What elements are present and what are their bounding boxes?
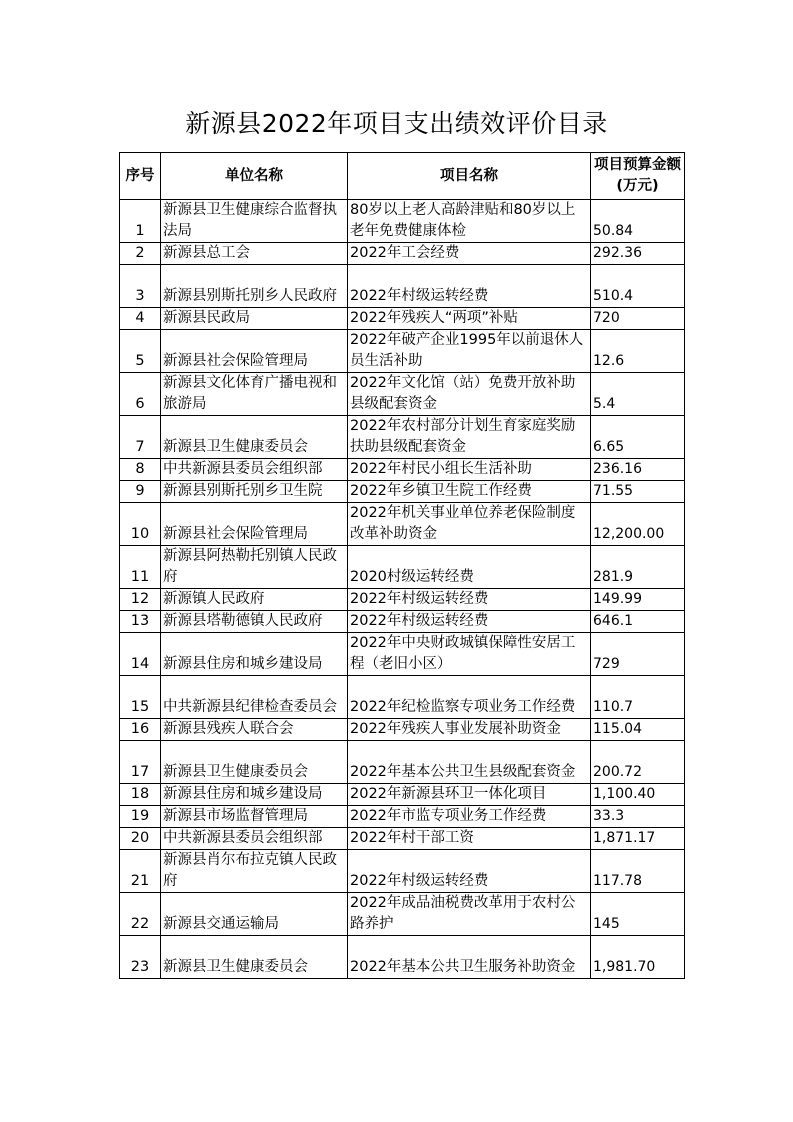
table-row xyxy=(120,719,685,741)
table-row xyxy=(120,373,685,416)
cell-project: 2022年成品油税费改革用于农村公路养护 xyxy=(348,893,591,936)
cell-amount: 646.1 xyxy=(591,611,685,633)
cell-unit: 新源县残疾人联合会 xyxy=(161,719,348,741)
cell-amount: 236.16 xyxy=(591,459,685,481)
cell-project: 2022年村级运转经费 xyxy=(348,850,591,893)
cell-seq: 5 xyxy=(120,330,161,373)
cell-project: 2022年村级运转经费 xyxy=(348,611,591,633)
cell-unit: 新源县阿热勒托别镇人民政府 xyxy=(161,546,348,589)
cell-seq: 7 xyxy=(120,416,161,459)
cell-unit: 新源县卫生健康综合监督执法局 xyxy=(161,200,348,243)
cell-project: 2022年破产企业1995年以前退休人员生活补助 xyxy=(348,330,591,373)
cell-amount: 149.99 xyxy=(591,589,685,611)
cell-unit: 新源县卫生健康委员会 xyxy=(161,936,348,979)
header-amount: 项目预算金额(万元) xyxy=(591,153,685,200)
table-row xyxy=(120,893,685,936)
cell-seq: 6 xyxy=(120,373,161,416)
header-project: 项目名称 xyxy=(348,153,591,200)
cell-seq: 20 xyxy=(120,828,161,850)
cell-amount: 33.3 xyxy=(591,806,685,828)
table-header-row xyxy=(120,153,685,200)
table-row xyxy=(120,481,685,503)
page-title: 新源县2022年项目支出绩效评价目录 xyxy=(185,109,608,138)
table-row xyxy=(120,459,685,481)
cell-amount: 110.7 xyxy=(591,676,685,719)
cell-seq: 22 xyxy=(120,893,161,936)
cell-project: 2022年纪检监察专项业务工作经费 xyxy=(348,676,591,719)
cell-seq: 13 xyxy=(120,611,161,633)
table-row xyxy=(120,546,685,589)
cell-seq: 12 xyxy=(120,589,161,611)
cell-project: 2022年村级运转经费 xyxy=(348,589,591,611)
cell-unit: 中共新源县委员会组织部 xyxy=(161,828,348,850)
cell-unit: 新源县民政局 xyxy=(161,308,348,330)
cell-unit: 新源县住房和城乡建设局 xyxy=(161,784,348,806)
cell-project: 2022年文化馆（站）免费开放补助县级配套资金 xyxy=(348,373,591,416)
cell-amount: 12.6 xyxy=(591,330,685,373)
table-row xyxy=(120,416,685,459)
cell-amount: 200.72 xyxy=(591,741,685,784)
cell-project: 2022年村民小组长生活补助 xyxy=(348,459,591,481)
table-row xyxy=(120,200,685,243)
cell-amount: 12,200.00 xyxy=(591,503,685,546)
cell-project: 2022年基本公共卫生服务补助资金 xyxy=(348,936,591,979)
cell-unit: 新源县卫生健康委员会 xyxy=(161,741,348,784)
cell-seq: 4 xyxy=(120,308,161,330)
cell-amount: 292.36 xyxy=(591,243,685,265)
cell-project: 2022年村干部工资 xyxy=(348,828,591,850)
cell-project: 2022年农村部分计划生育家庭奖励扶助县级配套资金 xyxy=(348,416,591,459)
cell-seq: 19 xyxy=(120,806,161,828)
cell-seq: 9 xyxy=(120,481,161,503)
cell-unit: 新源县卫生健康委员会 xyxy=(161,416,348,459)
cell-seq: 16 xyxy=(120,719,161,741)
cell-unit: 新源县市场监督管理局 xyxy=(161,806,348,828)
table-row xyxy=(120,330,685,373)
cell-unit: 中共新源县纪律检查委员会 xyxy=(161,676,348,719)
cell-project: 2022年机关事业单位养老保险制度改革补助资金 xyxy=(348,503,591,546)
table-row xyxy=(120,308,685,330)
cell-project: 2022年工会经费 xyxy=(348,243,591,265)
cell-project: 2022年乡镇卫生院工作经费 xyxy=(348,481,591,503)
cell-seq: 21 xyxy=(120,850,161,893)
cell-amount: 5.4 xyxy=(591,373,685,416)
cell-amount: 1,981.70 xyxy=(591,936,685,979)
cell-project: 2022年基本公共卫生县级配套资金 xyxy=(348,741,591,784)
cell-seq: 17 xyxy=(120,741,161,784)
cell-amount: 50.84 xyxy=(591,200,685,243)
cell-project: 2022年残疾人事业发展补助资金 xyxy=(348,719,591,741)
header-unit: 单位名称 xyxy=(161,153,348,200)
cell-unit: 新源县总工会 xyxy=(161,243,348,265)
cell-seq: 23 xyxy=(120,936,161,979)
cell-amount: 71.55 xyxy=(591,481,685,503)
cell-unit: 中共新源县委员会组织部 xyxy=(161,459,348,481)
cell-amount: 117.78 xyxy=(591,850,685,893)
table-row xyxy=(120,243,685,265)
cell-amount: 1,100.40 xyxy=(591,784,685,806)
cell-seq: 8 xyxy=(120,459,161,481)
table-row xyxy=(120,741,685,784)
cell-seq: 11 xyxy=(120,546,161,589)
cell-amount: 145 xyxy=(591,893,685,936)
cell-amount: 115.04 xyxy=(591,719,685,741)
table-row xyxy=(120,828,685,850)
cell-amount: 1,871.17 xyxy=(591,828,685,850)
cell-amount: 729 xyxy=(591,633,685,676)
cell-seq: 10 xyxy=(120,503,161,546)
cell-unit: 新源县社会保险管理局 xyxy=(161,503,348,546)
table-row xyxy=(120,611,685,633)
cell-project: 2022年市监专项业务工作经费 xyxy=(348,806,591,828)
cell-unit: 新源镇人民政府 xyxy=(161,589,348,611)
table-row xyxy=(120,676,685,719)
table-row xyxy=(120,850,685,893)
cell-amount: 720 xyxy=(591,308,685,330)
cell-unit: 新源县社会保险管理局 xyxy=(161,330,348,373)
cell-unit: 新源县文化体育广播电视和旅游局 xyxy=(161,373,348,416)
table-row xyxy=(120,806,685,828)
table-row xyxy=(120,936,685,979)
cell-seq: 15 xyxy=(120,676,161,719)
table-row xyxy=(120,589,685,611)
cell-amount: 281.9 xyxy=(591,546,685,589)
header-seq: 序号 xyxy=(120,153,161,200)
cell-seq: 2 xyxy=(120,243,161,265)
cell-unit: 新源县塔勒德镇人民政府 xyxy=(161,611,348,633)
cell-project: 80岁以上老人高龄津贴和80岁以上老年免费健康体检 xyxy=(348,200,591,243)
cell-seq: 14 xyxy=(120,633,161,676)
cell-project: 2022年残疾人“两项”补贴 xyxy=(348,308,591,330)
cell-project: 2022年中央财政城镇保障性安居工程（老旧小区） xyxy=(348,633,591,676)
cell-amount: 6.65 xyxy=(591,416,685,459)
table-row xyxy=(120,265,685,308)
table-row xyxy=(120,633,685,676)
cell-amount: 510.4 xyxy=(591,265,685,308)
cell-unit: 新源县交通运输局 xyxy=(161,893,348,936)
cell-unit: 新源县住房和城乡建设局 xyxy=(161,633,348,676)
evaluation-table xyxy=(119,152,685,979)
cell-seq: 3 xyxy=(120,265,161,308)
cell-unit: 新源县别斯托别乡卫生院 xyxy=(161,481,348,503)
cell-seq: 1 xyxy=(120,200,161,243)
cell-seq: 18 xyxy=(120,784,161,806)
cell-unit: 新源县别斯托别乡人民政府 xyxy=(161,265,348,308)
cell-project: 2022年村级运转经费 xyxy=(348,265,591,308)
table-row xyxy=(120,503,685,546)
table-row xyxy=(120,784,685,806)
cell-project: 2022年新源县环卫一体化项目 xyxy=(348,784,591,806)
cell-unit: 新源县肖尔布拉克镇人民政府 xyxy=(161,850,348,893)
cell-project: 2020村级运转经费 xyxy=(348,546,591,589)
